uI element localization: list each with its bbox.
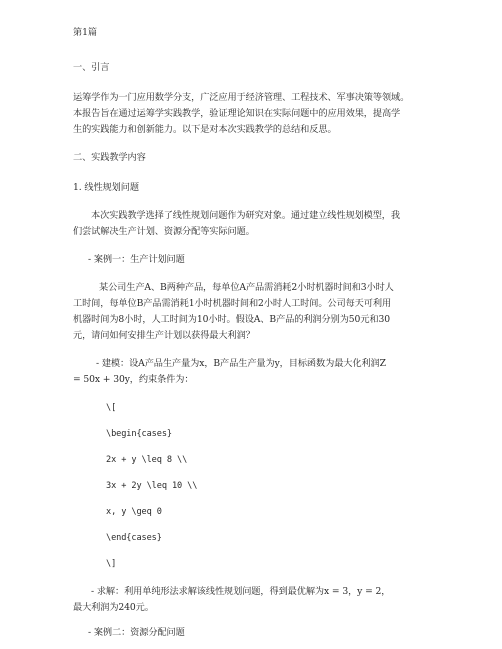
latex-line: 3x + 2y \leq 10 \\ [106, 481, 198, 491]
case1-paragraph-line: 工时间，每单位B产品需消耗1小时机器时间和2小时人工时间。公司每天可利用 [73, 298, 392, 309]
latex-line: x, y \geq 0 [106, 507, 162, 517]
section-heading-intro: 一、引言 [73, 62, 110, 73]
case1-paragraph-line: 元，请问如何安排生产计划以获得最大利润？ [73, 330, 255, 341]
case1-paragraph-line: 机器时间为8小时，人工时间为10小时。假设A、B产品的利润分别为50元和30 [73, 314, 390, 325]
case1-heading: - 案例一：生产计划问题 [88, 254, 185, 265]
latex-line: \] [106, 559, 117, 569]
subsection-heading-lp: 1. 线性规划问题 [73, 182, 139, 193]
solve-paragraph-line: - 求解：利用单纯形法求解该线性规划问题，得到最优解为x = 3，y = 2， [91, 586, 391, 597]
latex-line: 2x + y \leq 8 \\ [106, 455, 188, 465]
latex-line: \end{cases} [106, 533, 162, 543]
solve-paragraph-line: 最大利润为240元。 [73, 602, 154, 613]
case1-paragraph-line: 某公司生产A、B两种产品，每单位A产品需消耗2小时机器时间和3小时人 [99, 282, 394, 293]
latex-line: \begin{cases} [106, 429, 172, 439]
model-paragraph-line: - 建模：设A产品生产量为x，B产品生产量为y，目标函数为最大化利润Z [96, 358, 386, 369]
lp-intro-line: 本次实践教学选择了线性规划问题作为研究对象。通过建立线性规划模型，我 [91, 210, 400, 221]
intro-paragraph-line: 本报告旨在通过运筹学实践教学，验证理论知识在实际问题中的应用效果，提高学 [73, 108, 401, 119]
chapter-title: 第1篇 [73, 27, 97, 38]
intro-paragraph-line: 运筹学作为一门应用数学分支，广泛应用于经济管理、工程技术、军事决策等领域。 [73, 92, 410, 103]
section-heading-content: 二、实践教学内容 [73, 152, 146, 163]
latex-line: \[ [106, 403, 117, 413]
case2-heading: - 案例二：资源分配问题 [88, 627, 185, 638]
model-paragraph-line: = 50x + 30y，约束条件为： [73, 374, 194, 385]
lp-intro-line: 们尝试解决生产计划、资源分配等实际问题。 [73, 226, 255, 237]
intro-paragraph-line: 生的实践能力和创新能力。以下是对本次实践教学的总结和反思。 [73, 124, 337, 135]
